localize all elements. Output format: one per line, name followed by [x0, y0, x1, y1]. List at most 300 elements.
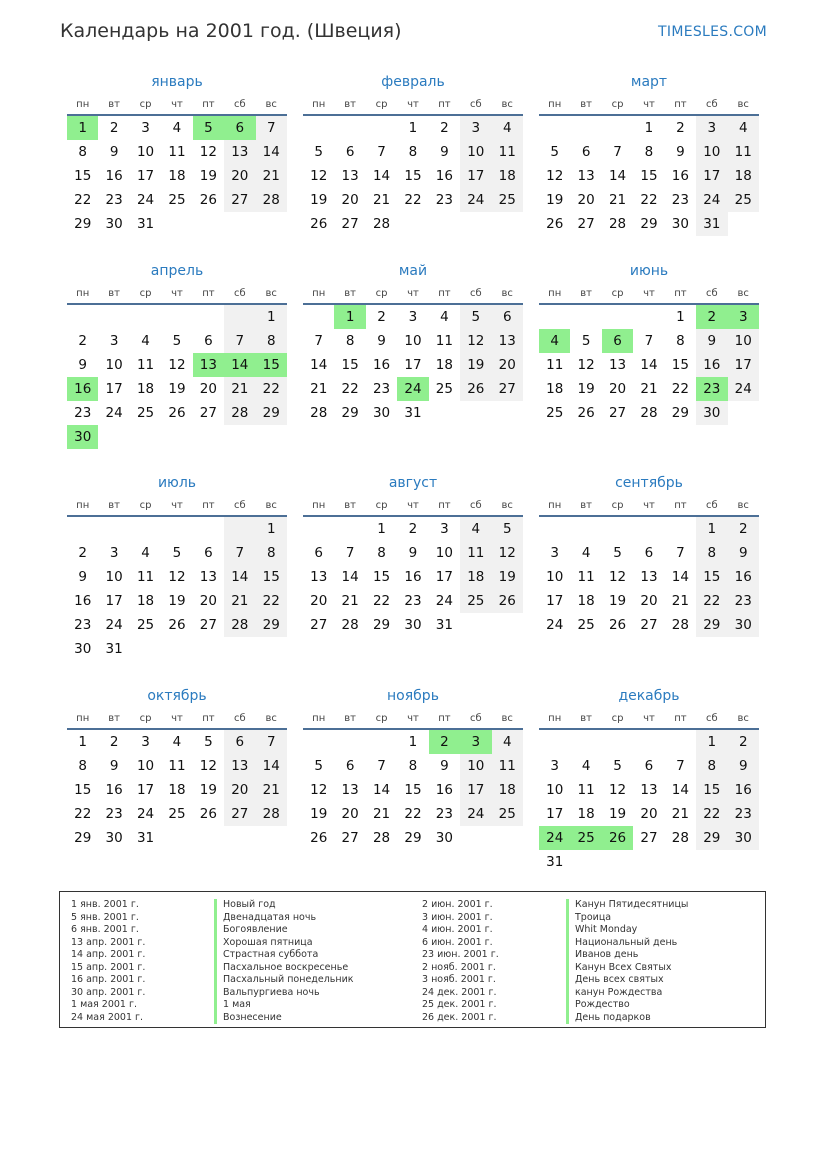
week-row: [539, 754, 759, 778]
day-cell: 10: [136, 144, 155, 160]
week-row: [67, 589, 287, 613]
holiday-day-cell: 1: [334, 305, 365, 329]
holiday-day-cell: 24: [539, 826, 570, 850]
day-cell: 23: [404, 593, 422, 609]
day-cell: 2: [676, 120, 685, 136]
day-cell: 9: [696, 329, 727, 353]
month-name: ноябрь: [387, 688, 439, 704]
holiday-day-cell: 6: [224, 116, 255, 140]
day-cell: 16: [372, 357, 391, 373]
day-cell: 27: [224, 188, 255, 212]
month-block: [303, 70, 523, 236]
day-cell: 21: [640, 381, 658, 397]
weekday-label: пт: [438, 98, 451, 110]
empty-day-cell: [539, 730, 570, 754]
day-cell: 10: [404, 333, 422, 349]
day-cell: 24: [105, 617, 123, 633]
day-cell: 3: [550, 758, 559, 774]
day-cell: 1: [676, 309, 685, 325]
day-cell: 12: [199, 144, 217, 160]
month-name: октябрь: [147, 688, 207, 704]
day-cell: 7: [256, 116, 287, 140]
day-cell: 19: [168, 381, 186, 397]
day-cell: 16: [105, 168, 123, 184]
empty-day-cell: [193, 425, 224, 449]
day-cell: 7: [256, 730, 287, 754]
day-cell: 18: [728, 164, 759, 188]
empty-day-cell: [429, 212, 460, 236]
empty-day-cell: [161, 212, 192, 236]
weekday-label: вс: [501, 712, 513, 724]
weekday-label: вт: [344, 712, 356, 724]
empty-day-cell: [256, 637, 287, 661]
day-cell: 17: [435, 569, 453, 585]
day-cell: 7: [314, 333, 323, 349]
day-cell: 13: [640, 782, 658, 798]
brand-logo-text[interactable]: TIMESLES.COM: [658, 24, 767, 40]
weekday-label: вт: [108, 287, 120, 299]
legend-date: 30 апр. 2001 г.: [71, 986, 146, 998]
day-cell: 4: [141, 545, 150, 561]
holiday-legend: [59, 891, 766, 1028]
day-cell: 4: [460, 517, 491, 541]
weekday-label: сб: [705, 98, 718, 110]
day-cell: 17: [460, 164, 491, 188]
weekday-label: пт: [438, 287, 451, 299]
day-cell: 8: [78, 758, 87, 774]
day-cell: 24: [136, 192, 155, 208]
weekday-label: ср: [611, 98, 624, 110]
weekday-label: ср: [375, 499, 388, 511]
day-cell: 5: [314, 758, 323, 774]
empty-day-cell: [570, 116, 601, 140]
day-cell: 29: [640, 216, 658, 232]
day-cell: 29: [696, 613, 727, 637]
weekday-label: чт: [643, 287, 655, 299]
day-cell: 17: [136, 782, 155, 798]
week-row: [539, 164, 759, 188]
legend-date: 4 июн. 2001 г.: [422, 924, 493, 935]
day-cell: 24: [136, 806, 155, 822]
day-cell: 19: [199, 168, 217, 184]
day-cell: 8: [256, 329, 287, 353]
day-cell: 20: [224, 164, 255, 188]
day-cell: 16: [671, 168, 689, 184]
week-row: [67, 802, 287, 826]
day-cell: 23: [105, 192, 123, 208]
week-row: [539, 730, 759, 754]
empty-day-cell: [224, 305, 255, 329]
day-cell: 7: [345, 545, 355, 561]
day-cell: 10: [728, 329, 759, 353]
day-cell: 14: [372, 782, 391, 798]
legend-holiday-name: Иванов день: [566, 949, 688, 962]
empty-day-cell: [303, 730, 334, 754]
day-cell: 26: [492, 589, 523, 613]
day-cell: 23: [435, 806, 453, 822]
empty-day-cell: [130, 425, 161, 449]
weekday-header: [539, 94, 759, 116]
day-cell: 15: [372, 569, 391, 585]
weekday-label: пт: [202, 712, 215, 724]
day-cell: 26: [546, 216, 564, 232]
day-cell: 7: [224, 541, 255, 565]
day-cell: 12: [608, 782, 627, 798]
weekday-label: сб: [469, 499, 482, 511]
day-cell: 9: [440, 758, 449, 774]
day-cell: 19: [577, 381, 595, 397]
empty-day-cell: [539, 517, 570, 541]
month-block: [303, 684, 523, 850]
week-row: [303, 565, 523, 589]
weekday-label: пт: [674, 287, 687, 299]
empty-day-cell: [256, 212, 287, 236]
week-row: [67, 730, 287, 754]
empty-day-cell: [224, 212, 255, 236]
day-cell: 23: [728, 802, 759, 826]
day-cell: 14: [671, 569, 689, 585]
day-cell: 16: [74, 593, 92, 609]
weekday-label: вт: [108, 98, 120, 110]
holiday-day-cell: 26: [602, 826, 633, 850]
day-cell: 5: [550, 144, 559, 160]
day-cell: 25: [435, 381, 453, 397]
day-cell: 30: [105, 830, 123, 846]
week-row: [303, 305, 523, 329]
day-cell: 15: [696, 778, 727, 802]
day-cell: 22: [404, 806, 422, 822]
legend-date: 3 нояб. 2001 г.: [422, 974, 496, 985]
weekday-label: вт: [580, 712, 592, 724]
empty-day-cell: [570, 305, 601, 329]
legend-holiday-name: Канун Всех Святых: [566, 962, 688, 975]
week-row: [539, 401, 759, 425]
legend-dates-right: [422, 899, 499, 1024]
weekday-label: пт: [438, 499, 451, 511]
day-cell: 5: [314, 144, 323, 160]
empty-day-cell: [193, 826, 224, 850]
week-row: [303, 401, 523, 425]
holiday-day-cell: 25: [570, 826, 601, 850]
day-cell: 19: [168, 593, 186, 609]
week-row: [303, 826, 523, 850]
weekday-header: [67, 283, 287, 305]
week-row: [539, 802, 759, 826]
weekday-label: пн: [76, 287, 90, 299]
weekday-label: сб: [233, 499, 246, 511]
legend-holiday-name: 1 мая: [214, 999, 354, 1012]
weekday-label: пт: [202, 287, 215, 299]
week-row: [67, 565, 287, 589]
day-cell: 17: [136, 168, 155, 184]
day-cell: 13: [199, 569, 217, 585]
month-block: [303, 259, 523, 425]
day-cell: 20: [310, 593, 328, 609]
day-cell: 14: [256, 754, 287, 778]
week-row: [303, 589, 523, 613]
month-name: май: [398, 263, 428, 279]
weekday-label: чт: [643, 499, 655, 511]
day-cell: 1: [256, 305, 287, 329]
day-cell: 9: [728, 754, 759, 778]
legend-holiday-name: канун Рождества: [566, 987, 688, 1000]
day-cell: 15: [74, 168, 92, 184]
day-cell: 3: [141, 120, 150, 136]
week-row: [303, 377, 523, 401]
day-cell: 22: [640, 192, 658, 208]
day-cell: 11: [435, 333, 453, 349]
day-cell: 1: [78, 734, 87, 750]
legend-holiday-name: Троица: [566, 912, 688, 925]
day-cell: 9: [728, 541, 759, 565]
day-cell: 27: [608, 405, 627, 421]
weekday-label: чт: [171, 712, 183, 724]
weekday-label: пн: [312, 712, 326, 724]
month-name: июль: [157, 475, 197, 491]
empty-day-cell: [728, 401, 759, 425]
week-row: [67, 541, 287, 565]
empty-day-cell: [224, 637, 255, 661]
legend-date: 5 янв. 2001 г.: [71, 911, 139, 923]
weekday-label: пт: [202, 98, 215, 110]
legend-date: 24 мая 2001 г.: [71, 1011, 144, 1023]
weekday-header: [539, 283, 759, 305]
day-cell: 17: [546, 806, 564, 822]
day-cell: 18: [435, 357, 453, 373]
holiday-day-cell: 15: [256, 353, 287, 377]
weekday-label: пт: [674, 712, 687, 724]
month-name: март: [630, 74, 668, 90]
day-cell: 15: [640, 168, 658, 184]
day-cell: 30: [372, 405, 391, 421]
weekday-label: пт: [674, 499, 687, 511]
day-cell: 20: [199, 381, 217, 397]
day-cell: 27: [577, 216, 595, 232]
page-title: Календарь на 2001 год. (Швеция): [60, 20, 402, 42]
week-row: [539, 188, 759, 212]
day-cell: 5: [613, 545, 622, 561]
day-cell: 2: [377, 309, 386, 325]
day-cell: 14: [372, 168, 391, 184]
day-cell: 3: [408, 309, 418, 325]
holiday-day-cell: 23: [696, 377, 727, 401]
day-cell: 30: [728, 613, 759, 637]
empty-day-cell: [98, 517, 129, 541]
day-cell: 14: [256, 140, 287, 164]
legend-date: 25 дек. 2001 г.: [422, 999, 497, 1010]
day-cell: 2: [109, 734, 119, 750]
day-cell: 8: [696, 541, 727, 565]
day-cell: 5: [204, 734, 213, 750]
day-cell: 15: [671, 357, 689, 373]
day-cell: 17: [105, 593, 123, 609]
day-cell: 19: [608, 806, 627, 822]
day-cell: 14: [671, 782, 689, 798]
empty-day-cell: [696, 850, 727, 874]
day-cell: 24: [696, 188, 727, 212]
week-row: [539, 826, 759, 850]
weekday-label: чт: [171, 499, 183, 511]
day-cell: 23: [74, 405, 92, 421]
day-cell: 27: [310, 617, 328, 633]
day-cell: 12: [168, 357, 186, 373]
day-cell: 30: [435, 830, 453, 846]
legend-date: 1 янв. 2001 г.: [71, 899, 139, 910]
day-cell: 3: [141, 734, 150, 750]
day-cell: 22: [671, 381, 689, 397]
day-cell: 10: [546, 782, 564, 798]
day-cell: 19: [199, 782, 217, 798]
legend-date: 16 апр. 2001 г.: [71, 974, 146, 985]
day-cell: 27: [224, 802, 255, 826]
weekday-label: пн: [548, 712, 562, 724]
weekday-label: пн: [76, 499, 90, 511]
legend-date: 2 нояб. 2001 г.: [422, 961, 496, 973]
day-cell: 21: [608, 192, 627, 208]
day-cell: 28: [671, 830, 689, 846]
day-cell: 14: [640, 357, 658, 373]
empty-day-cell: [67, 517, 98, 541]
weekday-label: вт: [108, 499, 120, 511]
day-cell: 10: [696, 140, 727, 164]
legend-holiday-name: Страстная суббота: [214, 949, 354, 962]
day-cell: 5: [613, 758, 622, 774]
day-cell: 28: [310, 405, 328, 421]
day-cell: 31: [435, 617, 453, 633]
day-cell: 31: [546, 854, 564, 870]
month-name: август: [388, 475, 438, 491]
day-cell: 29: [256, 613, 287, 637]
day-cell: 3: [696, 116, 727, 140]
week-row: [303, 188, 523, 212]
month-block: [539, 259, 759, 425]
day-cell: 25: [136, 405, 155, 421]
empty-day-cell: [460, 613, 491, 637]
weekday-header: [67, 94, 287, 116]
month-name: декабрь: [618, 688, 680, 704]
day-cell: 8: [78, 144, 87, 160]
day-cell: 25: [728, 188, 759, 212]
day-cell: 10: [435, 545, 453, 561]
week-row: [303, 613, 523, 637]
legend-dates-left: [71, 899, 145, 1024]
day-cell: 19: [608, 593, 627, 609]
holiday-day-cell: 4: [539, 329, 570, 353]
legend-holiday-name: Новый год: [214, 899, 354, 912]
week-row: [67, 164, 287, 188]
day-cell: 17: [404, 357, 422, 373]
day-cell: 12: [546, 168, 564, 184]
day-cell: 15: [404, 782, 422, 798]
day-cell: 11: [460, 541, 491, 565]
holiday-day-cell: 6: [602, 329, 633, 353]
day-cell: 13: [224, 754, 255, 778]
day-cell: 20: [341, 806, 359, 822]
day-cell: 27: [640, 830, 658, 846]
day-cell: 27: [199, 405, 217, 421]
weekday-label: пн: [312, 287, 326, 299]
day-cell: 27: [199, 617, 217, 633]
week-row: [539, 377, 759, 401]
day-cell: 2: [109, 120, 119, 136]
day-cell: 22: [341, 381, 359, 397]
day-cell: 11: [577, 782, 595, 798]
week-row: [303, 754, 523, 778]
day-cell: 1: [408, 734, 418, 750]
day-cell: 10: [105, 357, 123, 373]
day-cell: 7: [676, 758, 685, 774]
weekday-label: вт: [108, 712, 120, 724]
empty-day-cell: [492, 613, 523, 637]
day-cell: 19: [310, 806, 328, 822]
day-cell: 17: [460, 778, 491, 802]
day-cell: 7: [224, 329, 255, 353]
day-cell: 8: [644, 144, 654, 160]
day-cell: 21: [671, 593, 689, 609]
day-cell: 10: [105, 569, 123, 585]
empty-day-cell: [303, 517, 334, 541]
day-cell: 23: [105, 806, 123, 822]
week-row: [539, 116, 759, 140]
day-cell: 30: [696, 401, 727, 425]
weekday-label: вс: [265, 98, 277, 110]
weekday-label: сб: [469, 98, 482, 110]
day-cell: 30: [671, 216, 689, 232]
day-cell: 15: [341, 357, 359, 373]
empty-day-cell: [492, 401, 523, 425]
weekday-label: пн: [548, 98, 562, 110]
empty-day-cell: [193, 212, 224, 236]
empty-day-cell: [602, 517, 633, 541]
weekday-label: сб: [233, 712, 246, 724]
day-cell: 2: [728, 517, 759, 541]
day-cell: 25: [136, 617, 155, 633]
weekday-label: пн: [76, 98, 90, 110]
day-cell: 22: [256, 589, 287, 613]
day-cell: 31: [105, 641, 123, 657]
day-cell: 26: [199, 192, 217, 208]
day-cell: 15: [696, 565, 727, 589]
day-cell: 28: [372, 216, 391, 232]
day-cell: 26: [310, 216, 328, 232]
day-cell: 11: [136, 357, 155, 373]
empty-day-cell: [98, 305, 129, 329]
week-row: [67, 778, 287, 802]
weekday-label: сб: [705, 287, 718, 299]
weekday-label: пн: [312, 98, 326, 110]
day-cell: 30: [74, 641, 92, 657]
day-cell: 27: [492, 377, 523, 401]
day-cell: 9: [408, 545, 418, 561]
weekday-label: вт: [580, 287, 592, 299]
day-cell: 6: [204, 333, 213, 349]
legend-holiday-name: Богоявление: [214, 924, 354, 937]
day-cell: 16: [696, 353, 727, 377]
day-cell: 18: [136, 381, 155, 397]
weekday-label: пт: [202, 499, 215, 511]
day-cell: 24: [546, 617, 564, 633]
day-cell: 30: [404, 617, 422, 633]
week-row: [67, 637, 287, 661]
legend-holiday-name: Пасхальное воскресенье: [214, 962, 354, 975]
day-cell: 3: [440, 521, 449, 537]
weekday-label: вс: [737, 712, 749, 724]
day-cell: 14: [341, 569, 359, 585]
legend-date: 6 янв. 2001 г.: [71, 924, 139, 935]
legend-date: 3 июн. 2001 г.: [422, 911, 493, 923]
empty-day-cell: [602, 116, 633, 140]
holiday-day-cell: 2: [429, 730, 460, 754]
